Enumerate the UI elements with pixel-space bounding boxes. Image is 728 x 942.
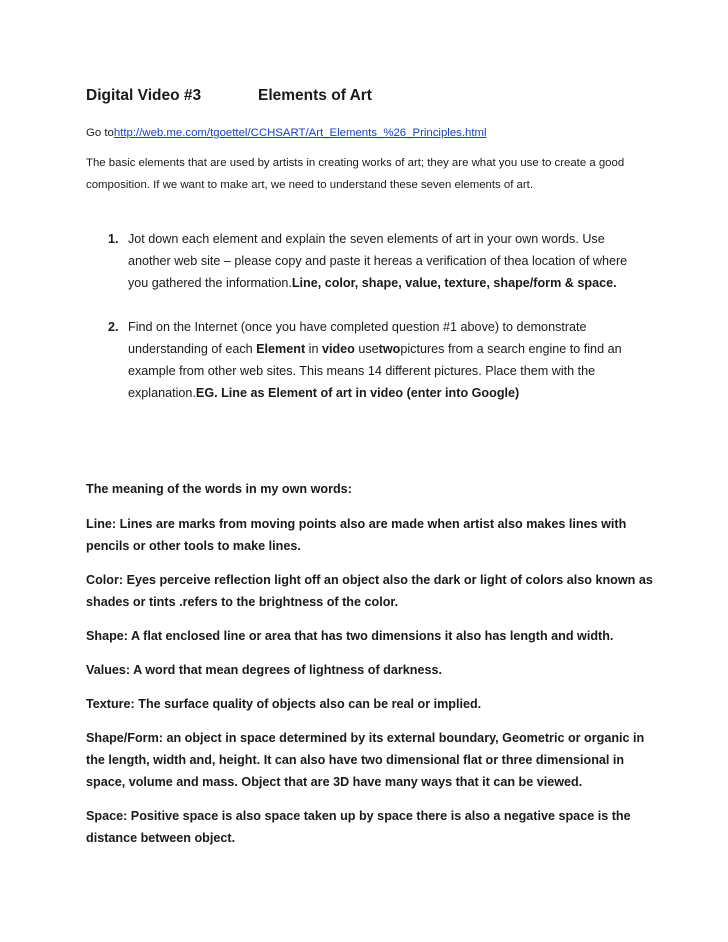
task-bold-text: EG. Line as Element of art in video (enter into Google) [195,386,520,400]
task-text: use [354,342,379,356]
task-bold-text: Element [256,342,306,356]
task-text: Find on the Internet (once you have completed question #1 above) to demonstrate understanding of each [128,320,587,356]
task-list [86,228,646,426]
intro-paragraph: The basic elements that are used by artists in creating works of art; they are what you use to create a good composition. If we want to make art, we need to understand these seven elements of art. [86,157,625,191]
task-number: 2. [108,320,119,334]
answer-color: Color: Eyes perceive reflection light off an object also the dark or light of colors also known as shades or tints .refers to the brightness of the color. [86,573,653,609]
task-text: Jot down each element and explain the seven elements of art in your own words. Use another web site – please copy and paste it hereas a verification of thea location of where you gathered the information. [128,232,628,290]
task-number: 1. [108,232,119,246]
answer-line: Line: Lines are marks from moving points also are made when artist also makes lines with pencils or other tools to make lines. [86,517,627,553]
answers-section [86,478,656,861]
answer-shape-form: Shape/Form: an object in space determined by its external boundary, Geometric or organic in the length, width and, height. It can also have two dimensional flat or three dimensional in space, volume and mass. Object that are 3D have many ways that it can be viewed. [86,731,645,789]
task-item-1 [86,228,646,294]
link-prefix: Go to [86,127,114,139]
link-line [86,127,487,139]
task-item-2 [86,316,646,404]
task-bold-text: two [378,342,401,356]
answer-texture: Texture: The surface quality of objects also can be real or implied. [86,697,482,711]
task-bold-text: Line, color, shape, value, texture, shape/form & space. [291,276,617,290]
task-bold-text: video [321,342,355,356]
elements-link[interactable]: http://web.me.com/tgoettel/CCHSART/Art_Elements_%26_Principles.html [113,127,487,139]
title-left: Digital Video #3 [86,87,202,104]
task-text: pictures from a search engine to find an example from other web sites. This means 14 different pictures. Place them with the explanation. [128,342,622,400]
answer-shape: Shape: A flat enclosed line or area that has two dimensions it also has length and width. [86,629,614,643]
task-text: in [305,342,322,356]
answers-heading: The meaning of the words in my own words: [86,482,352,496]
title-right: Elements of Art [258,87,372,104]
answer-values: Values: A word that mean degrees of lightness of darkness. [86,663,442,677]
answer-space: Space: Positive space is also space taken up by space there is also a negative space is the distance between object. [86,809,631,845]
document-title [86,87,372,105]
